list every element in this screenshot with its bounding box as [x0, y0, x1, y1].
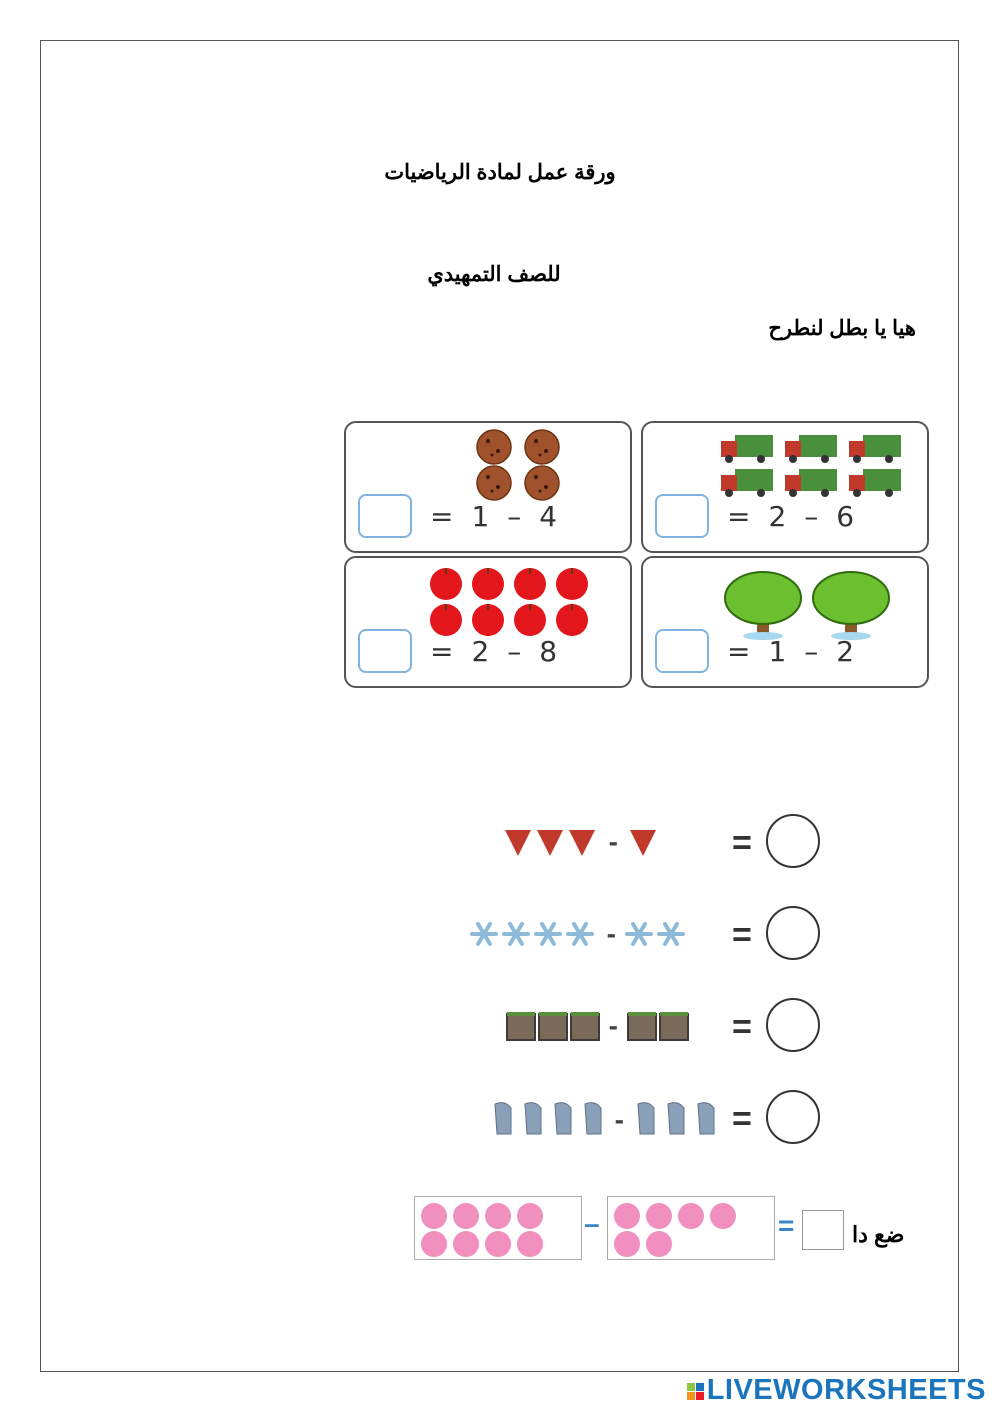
operand-b: 1	[471, 499, 490, 533]
card-trees	[641, 556, 929, 688]
answer-box[interactable]	[655, 629, 709, 673]
minus-sign: -	[608, 826, 618, 857]
worksheet-title: ورقة عمل لمادة الرياضيات	[384, 161, 616, 184]
card-cookies	[344, 421, 632, 553]
equals-sign: =	[732, 916, 752, 954]
minus-sign: –	[507, 634, 522, 668]
block-icon	[626, 1006, 690, 1046]
minus-sign: –	[584, 1208, 600, 1239]
pink-dot	[614, 1231, 640, 1257]
operand-b: 2	[471, 634, 490, 668]
row-mittens	[460, 1090, 840, 1150]
card-apples	[344, 556, 632, 688]
row-hearts	[460, 814, 840, 874]
pink-dot	[646, 1231, 672, 1257]
pink-dot	[453, 1231, 479, 1257]
minus-sign: –	[804, 634, 819, 668]
answer-box[interactable]	[358, 494, 412, 538]
grade-label: للصف التمهيدي	[427, 263, 561, 286]
equals-sign: =	[778, 1210, 795, 1241]
pink-dot	[485, 1231, 511, 1257]
equals-sign: =	[732, 824, 752, 862]
operand-a: 2	[836, 634, 855, 668]
logo-icon	[687, 1383, 704, 1400]
equals-sign: =	[727, 499, 751, 533]
answer-circle[interactable]	[766, 1090, 820, 1144]
row-blocks	[460, 998, 840, 1058]
brand-text: LIVEWORKSHEETS	[706, 1374, 986, 1406]
answer-circle[interactable]	[766, 814, 820, 868]
pink-dot	[421, 1231, 447, 1257]
minus-sign: -	[606, 918, 616, 949]
truck-icon	[721, 431, 911, 501]
heart-icon	[501, 822, 601, 862]
snowflake-icon	[624, 914, 690, 954]
mitten-icon	[632, 1098, 722, 1142]
equals-sign: =	[732, 1008, 752, 1046]
pink-dot	[710, 1203, 736, 1229]
operand-b: 2	[768, 499, 787, 533]
minus-sign: –	[507, 499, 522, 533]
minus-sign: -	[614, 1104, 624, 1135]
pink-dot	[453, 1203, 479, 1229]
equals-sign: =	[732, 1100, 752, 1138]
pink-dot	[678, 1203, 704, 1229]
minus-sign: –	[804, 499, 819, 533]
pink-dot	[421, 1203, 447, 1229]
instruction-text: هيا يا بطل لنطرح	[768, 317, 916, 340]
minus-sign: -	[608, 1010, 618, 1041]
snowflake-icon	[469, 914, 599, 954]
answer-box[interactable]	[802, 1210, 844, 1250]
block-icon	[505, 1006, 601, 1046]
pink-dot	[517, 1231, 543, 1257]
equals-sign: =	[727, 634, 751, 668]
row-snowflakes	[460, 906, 840, 966]
cookie-icon	[468, 429, 588, 501]
answer-box[interactable]	[655, 494, 709, 538]
card-trucks	[641, 421, 929, 553]
pink-dot	[646, 1203, 672, 1229]
heart-icon	[626, 822, 660, 862]
operand-b: 1	[768, 634, 787, 668]
worksheet-frame	[40, 40, 959, 1372]
operand-a: 8	[539, 634, 558, 668]
equals-sign: =	[430, 634, 454, 668]
dots-box-second	[607, 1196, 775, 1260]
answer-circle[interactable]	[766, 998, 820, 1052]
brand-logo	[687, 1374, 986, 1407]
pink-dot	[485, 1203, 511, 1229]
pink-dot	[614, 1203, 640, 1229]
instruction-label: ضع دا	[852, 1222, 905, 1247]
answer-box[interactable]	[358, 629, 412, 673]
dots-box-first	[414, 1196, 582, 1260]
mitten-icon	[489, 1098, 607, 1142]
operand-a: 4	[539, 499, 558, 533]
operand-a: 6	[836, 499, 855, 533]
equals-sign: =	[430, 499, 454, 533]
pink-dot	[517, 1203, 543, 1229]
answer-circle[interactable]	[766, 906, 820, 960]
